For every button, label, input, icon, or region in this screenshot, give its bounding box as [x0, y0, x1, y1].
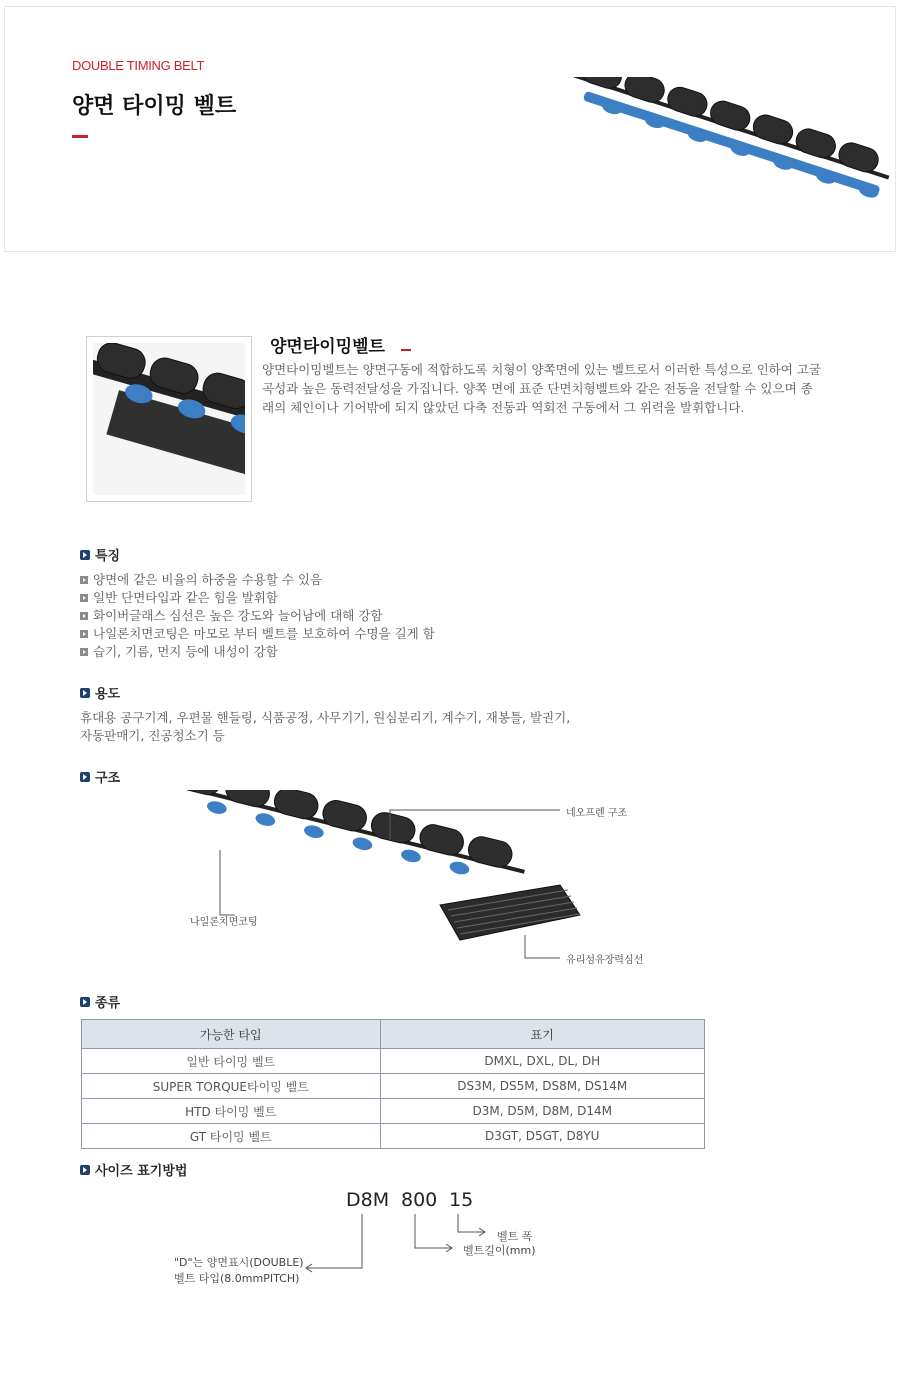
- table-cell: HTD 타이밍 벨트: [82, 1099, 381, 1124]
- bullet-icon: [80, 576, 88, 584]
- column-header: 표기: [380, 1020, 704, 1049]
- table-cell: GT 타이밍 벨트: [82, 1124, 381, 1149]
- list-item: [80, 607, 435, 625]
- section-bullet-icon: [80, 550, 90, 560]
- table-row: [82, 1074, 705, 1099]
- section-bullet-icon: [80, 1165, 90, 1175]
- feature-text: 양면에 같은 비율의 하중을 수용할 수 있음: [93, 572, 323, 587]
- intro-line: 곡성과 높은 동력전달성을 가집니다. 양쪽 면에 표준 단면치형벨트와 같은 전동을 전달할 수 있으며 종: [262, 381, 813, 396]
- table-row: [82, 1099, 705, 1124]
- types-table: [81, 1019, 705, 1149]
- section-heading-structure: [80, 767, 120, 786]
- callout-glass-fiber: 유리섬유장력심선: [566, 955, 644, 966]
- table-cell: 일반 타이밍 벨트: [82, 1049, 381, 1074]
- intro-line: 래의 체인이나 기어밖에 되지 않았던 다축 전동과 역회전 구동에서 그 위력을 발휘합니다.: [262, 400, 745, 415]
- code-belt-width: 15: [449, 1189, 474, 1211]
- note-belt-type-line2: 벨트 타입(8.0mmPITCH): [174, 1272, 300, 1285]
- table-row: [82, 1124, 705, 1149]
- section-heading-usage: [80, 683, 120, 702]
- header-banner: [4, 6, 896, 252]
- note-belt-length: 벨트길이(mm): [463, 1244, 536, 1257]
- section-heading-label: 용도: [95, 687, 121, 702]
- page-title: 양면 타이밍 벨트: [72, 94, 237, 119]
- intro-description: [262, 360, 822, 417]
- feature-text: 습기, 기름, 먼지 등에 내성이 강함: [93, 644, 278, 659]
- section-heading-types: [80, 992, 120, 1011]
- feature-text: 나일론치면코팅은 마모로 부터 벨트를 보호하여 수명을 길게 함: [93, 626, 435, 641]
- intro-line: 양면타이밍벨트는 양면구동에 적합하도록 치형이 양쪽면에 있는 벨트로서 이러한 특성으로 인하여 고굴: [262, 362, 821, 377]
- bullet-icon: [80, 630, 88, 638]
- usage-text: [80, 709, 640, 745]
- section-heading-label: 구조: [95, 771, 121, 786]
- feature-text: 일반 단면타입과 같은 힘을 발휘함: [93, 590, 278, 605]
- bullet-icon: [80, 594, 88, 602]
- list-item: [80, 625, 435, 643]
- title-en: DOUBLE TIMING BELT: [72, 58, 205, 73]
- list-item: [80, 571, 435, 589]
- belt-thumbnail: [86, 336, 252, 502]
- table-header-row: [82, 1020, 705, 1049]
- table-cell: SUPER TORQUE타이밍 벨트: [82, 1074, 381, 1099]
- bullet-icon: [80, 612, 88, 620]
- usage-line: 자동판매기, 진공청소기 등: [80, 728, 225, 743]
- section-heading-label: 사이즈 표기방법: [95, 1164, 188, 1179]
- table-cell: DS3M, DS5M, DS8M, DS14M: [380, 1074, 704, 1099]
- table-cell: D3GT, D5GT, D8YU: [380, 1124, 704, 1149]
- feature-list: [80, 571, 435, 661]
- note-belt-width: 벨트 폭: [497, 1230, 533, 1243]
- section-heading-label: 특징: [95, 549, 121, 564]
- code-belt-length: 800: [401, 1189, 438, 1211]
- list-item: [80, 643, 435, 661]
- table-cell: DMXL, DXL, DL, DH: [380, 1049, 704, 1074]
- callout-nylon: 나일론치면코팅: [190, 917, 258, 928]
- code-belt-type: D8M: [346, 1189, 390, 1211]
- belt-photo-banner: [545, 77, 895, 217]
- note-belt-type-line1: "D"는 양면표시(DOUBLE): [174, 1256, 304, 1269]
- section-bullet-icon: [80, 772, 90, 782]
- table-row: [82, 1049, 705, 1074]
- feature-text: 화이버글래스 심선은 높은 강도와 늘어남에 대해 강함: [93, 608, 383, 623]
- callout-neoprene: 네오프렌 구조: [566, 808, 628, 819]
- table-cell: D3M, D5M, D8M, D14M: [380, 1099, 704, 1124]
- belt-closeup-image: [93, 343, 245, 495]
- title-accent-bar: [72, 135, 88, 138]
- intro-title-accent: [401, 349, 411, 351]
- intro-title: 양면타이밍벨트: [270, 337, 385, 357]
- bullet-icon: [80, 648, 88, 656]
- section-heading-size: [80, 1160, 187, 1179]
- section-bullet-icon: [80, 997, 90, 1007]
- usage-line: 휴대용 공구기계, 우편물 핸들링, 식품공정, 사무기기, 원심분리기, 계수기, 재봉틀, 발권기,: [80, 710, 571, 725]
- section-heading-label: 종류: [95, 996, 121, 1011]
- column-header: 가능한 타입: [82, 1020, 381, 1049]
- section-bullet-icon: [80, 688, 90, 698]
- list-item: [80, 589, 435, 607]
- section-heading-features: [80, 545, 120, 564]
